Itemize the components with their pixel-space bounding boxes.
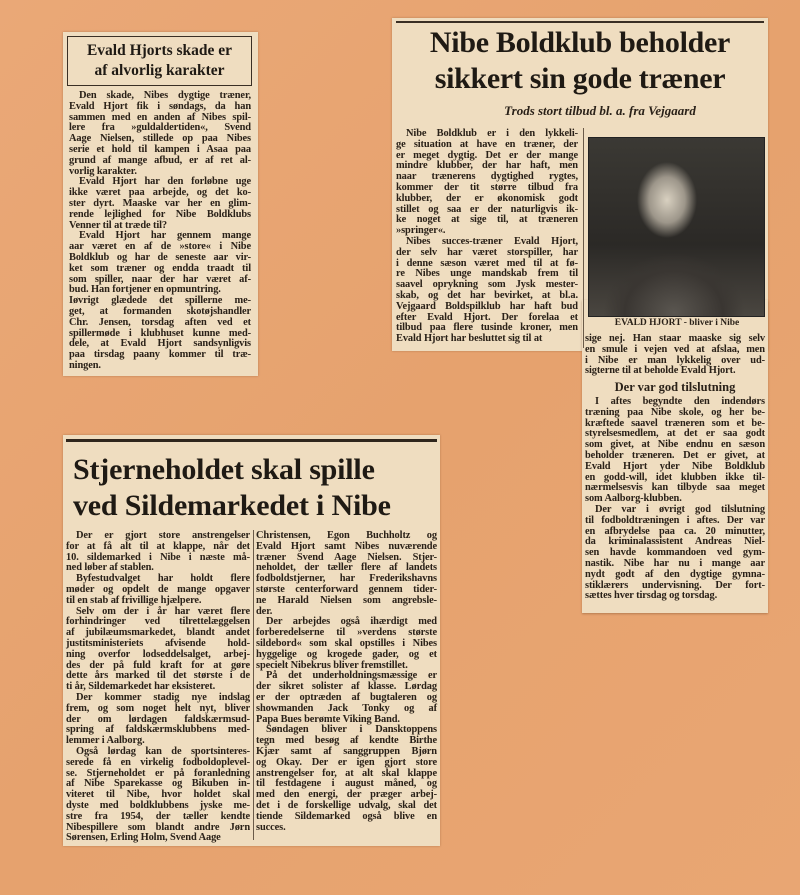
- paragraph: [256, 725, 437, 833]
- text-line: naar trænerens dygtighed rygtes,: [396, 171, 578, 183]
- text-line: Iøvrigt glædede det spillerne me-: [69, 295, 251, 307]
- paragraph: [69, 231, 251, 296]
- text-line: er der optræden af bugtaleren og: [256, 691, 437, 703]
- text-line: Evald Hjort har gennem mange: [79, 230, 251, 242]
- section-heading: Der var god tilslutning: [614, 380, 736, 394]
- text-line: en godd-will, idet klubben ikke til-: [585, 471, 765, 483]
- text-line: »springer«.: [396, 225, 446, 237]
- text-line: med den energi, der præger arbej-: [256, 789, 437, 801]
- text-line: neholdet, der tæller flere af landets: [256, 562, 437, 574]
- text-line: ningen.: [69, 359, 101, 371]
- text-line: Den skade, Nibes dygtige træner,: [79, 90, 251, 101]
- text-line: Nibespillere som blandt andre Jørn: [66, 821, 250, 833]
- text-line: der sikret solister af klasse. Lørdag: [256, 681, 437, 693]
- text-line: grund af mange afbud, er af ret al-: [69, 154, 251, 166]
- text-line: tiende Sildemarked også blive en: [256, 810, 437, 822]
- paragraph: [66, 693, 250, 747]
- text-line: stillet og saa er der naturligvis ik-: [396, 203, 578, 215]
- text-line: succes.: [256, 821, 286, 833]
- article-body-left: [66, 531, 250, 844]
- headline-line: sikkert sin gode træner: [434, 62, 726, 95]
- text-line: ned løber af stablen.: [66, 562, 154, 574]
- text-line: Kjær samt af sanggruppen Bjørn: [256, 745, 437, 757]
- paragraph: [585, 397, 765, 505]
- text-line: Der arbejdes også ihærdigt med: [266, 616, 437, 628]
- headline-box: [67, 36, 252, 86]
- text-line: I aftes begyndte den indendørs: [595, 396, 765, 407]
- paragraph: [585, 334, 765, 377]
- text-line: sen havde kommandoen ved gym-: [585, 547, 765, 559]
- text-line: i Nibe er man lykkelig over ud-: [585, 354, 765, 366]
- text-line: for at få alt til at klappe, når det: [66, 540, 250, 552]
- text-line: ge situation at have en træner, der: [396, 138, 578, 150]
- subheadline: Trods stort tilbud bl. a. fra Vejgaard: [504, 103, 696, 118]
- text-line: stiklærers undervisning. Der fort-: [585, 579, 765, 591]
- headline-line: Evald Hjorts skade er: [86, 42, 233, 59]
- text-line: sigterne til at beholde Evald Hjort.: [585, 365, 736, 377]
- text-line: da kriminalassistent Andreas Niel-: [585, 536, 765, 548]
- paragraph: [66, 531, 250, 574]
- column-rule: [253, 530, 254, 840]
- text-line: til fodboldtræningen i aftes. Der var: [585, 514, 765, 526]
- paragraph: [69, 296, 251, 372]
- paragraph: [66, 747, 250, 844]
- text-line: serie et hold til kampen i Asaa paa: [69, 143, 251, 155]
- text-line: re Nibes unge mandskab frem til: [396, 268, 578, 280]
- text-line: efter Evald Hjort. Der forelaa et: [396, 311, 578, 323]
- text-line: kommer der tit større tilbud fra: [396, 181, 578, 193]
- text-line: Evald Hjort samt Nibes nuværende: [256, 540, 437, 552]
- text-line: specielt Nibekrus bliver fremstillet.: [256, 659, 408, 671]
- text-line: bud. Han fortjener en opmuntring.: [69, 284, 221, 296]
- paragraph: [585, 505, 765, 602]
- text-line: aar været en af de »store« i Nibe: [69, 241, 251, 253]
- text-line: nydt godt af den dygtige gymna-: [585, 568, 765, 580]
- text-line: af Nibe Sparekasse og Bikuben in-: [66, 778, 250, 790]
- photo-caption: EVALD HJORT - bliver i Nibe: [614, 318, 740, 328]
- text-line: Evald Hjort har besluttet sig til at: [396, 333, 543, 345]
- text-line: Nibes succes-træner Evald Hjort,: [406, 235, 578, 247]
- text-line: til en stab af frivillige hjælpere.: [66, 594, 202, 606]
- text-line: ti år, Sildemarkedet har eksisteret.: [66, 681, 216, 693]
- article-body: [69, 91, 251, 372]
- text-line: frem, og som noget helt nyt, bliver: [66, 702, 250, 714]
- paragraph: [396, 237, 578, 345]
- text-line: Byfestudvalget har holdt flere: [76, 573, 250, 585]
- text-line: spring af faldskærmsklubbens med-: [66, 724, 250, 736]
- text-line: justitsministeriets afvisende hold-: [66, 637, 250, 649]
- text-line: dette års marked til det største i de: [66, 670, 250, 682]
- text-line: vorlig karakter.: [69, 165, 137, 177]
- text-line: Evald Hjort fik i søndags, da han: [69, 100, 251, 112]
- text-line: en afbrydelse paa ca. 20 minutter,: [585, 525, 765, 537]
- text-line: tilbud paa flere tusinde kroner, men: [396, 322, 578, 334]
- text-line: Vejgaard Boldspilklub har haft bud: [396, 300, 578, 312]
- text-line: og Okay. Der er igen gjort store: [256, 756, 437, 768]
- paragraph: [66, 574, 250, 606]
- text-line: paa tirsdag paany kommer til træ-: [69, 349, 251, 361]
- text-line: ikke været paa arbejde, og det ko-: [69, 187, 251, 199]
- text-line: forhindringer ved tilrettelæggelsen: [66, 616, 250, 628]
- text-line: sildebord« som skal opstilles i Nibes: [256, 637, 437, 649]
- text-line: sættes hver tirsdag og torsdag.: [585, 590, 718, 602]
- text-line: tegn med besøg af kendte Birthe: [256, 735, 437, 747]
- text-line: Selv om der i år har været flere: [76, 605, 250, 617]
- text-line: der.: [256, 605, 273, 617]
- text-line: Papa Bues berømte Viking Band.: [256, 713, 400, 725]
- article-header: [392, 18, 768, 119]
- text-line: Der er gjort store anstrengelser: [76, 530, 250, 541]
- article-body-right: [585, 334, 765, 377]
- text-line: møder og opdelt de mange opgaver: [66, 583, 250, 595]
- text-line: træning paa Nibe skole, og her be-: [585, 406, 765, 418]
- headline-line: af alvorlig karakter: [94, 62, 225, 79]
- text-line: som givet, at Nibe endnu en sæson: [585, 439, 765, 451]
- text-line: Der var i øvrigt god tilslutning: [595, 503, 765, 515]
- photo-evald-hjort: [588, 137, 765, 317]
- headline-line: Stjerneholdet skal spille: [73, 453, 375, 486]
- paragraph: [256, 671, 437, 725]
- text-line: beholder træneren. Det er givet, at: [585, 449, 765, 461]
- text-line: er meget dygtig. Det er der mange: [396, 149, 578, 161]
- text-line: kræftede saavel træneren som et be-: [585, 417, 765, 429]
- text-line: der selv har været storspiller, har: [396, 246, 578, 258]
- text-line: 10. sildemarked i Nibe i næste må-: [66, 551, 250, 563]
- article-body-right: [256, 531, 437, 833]
- clipping-evald-hjort-injury: [63, 32, 258, 376]
- text-line: Evald Hjort yder Nibe Boldklub: [585, 460, 765, 472]
- text-line: Også lørdag kan de sportsinteres-: [76, 745, 250, 757]
- text-line: ne Harald Nielsen som angrebsle-: [256, 594, 437, 606]
- text-line: get, at formanden skotøjshandler: [69, 305, 251, 317]
- top-rule: [396, 21, 764, 23]
- text-line: Der kommer stadig nye indslag: [76, 691, 250, 703]
- top-rule: [66, 439, 437, 442]
- text-line: forberedelserne til »verdens største: [256, 627, 437, 639]
- text-line: ke noget at sige til, at træneren: [396, 214, 578, 226]
- text-line: sammen med en anden af Nibes spil-: [69, 111, 251, 123]
- text-line: Chr. Jensen, torsdag aften ved et: [69, 316, 251, 328]
- text-line: styrelsesmedlem, at det er saa godt: [585, 428, 765, 440]
- column-rule: [583, 128, 584, 348]
- text-line: af jubilæumsmarkedet, blandt andet: [66, 627, 250, 639]
- text-line: rende lejlighed for Nibe Boldklubs: [69, 208, 251, 220]
- text-line: der om lørdagen faldskærmsud-: [66, 713, 250, 725]
- headline-line: ved Sildemarkedet i Nibe: [73, 489, 391, 522]
- text-line: showmanden Jack Tonky og af: [256, 702, 437, 714]
- text-line: som spiller, naar der har været af-: [69, 273, 251, 285]
- text-line: i denne sæson været med til at fø-: [396, 257, 578, 269]
- headline-line: Nibe Boldklub beholder: [429, 26, 731, 59]
- text-line: Christensen, Egon Buchholtz og: [256, 530, 437, 541]
- article-body-left: [396, 129, 578, 345]
- text-line: største centerforward gennem tider-: [256, 583, 437, 595]
- paragraph: [256, 531, 437, 617]
- text-line: På det underholdningsmæssige er: [266, 670, 437, 682]
- paragraph: [396, 129, 578, 237]
- text-line: til festdagene i august måned, og: [256, 778, 437, 790]
- text-line: skab, og det har bevirket, at bl.a.: [396, 289, 578, 301]
- text-line: træner Svend Aage Nielsen. Stjer-: [256, 551, 437, 563]
- text-line: dele, at Evald Hjort sandsynligvis: [69, 338, 251, 350]
- paragraph: [256, 617, 437, 671]
- text-line: ster dyrt. Maaske var her en glim-: [69, 197, 251, 209]
- paragraph: [69, 91, 251, 177]
- text-line: se. Stjerneholdet er på foranledning: [66, 767, 250, 779]
- text-line: fodboldstjerner, har Frederikshavns: [256, 573, 437, 585]
- text-line: dyste med boldklubbens jyske me-: [66, 799, 250, 811]
- text-line: nastik. Nibe har nu i mange aar: [585, 557, 765, 569]
- text-line: anstrengelser for, at alt skal klappe: [256, 767, 437, 779]
- text-line: viteret til Nibe, hvor holdet skal: [66, 789, 250, 801]
- text-line: saavel oprykning som Jysk mester-: [396, 279, 578, 291]
- text-line: serede få en virkelig fodboldoplevel-: [66, 756, 250, 768]
- text-line: det i de forskellige udvalg, skal det: [256, 799, 437, 811]
- text-line: Aage Nielsen, stillede op paa Nibes: [69, 133, 251, 145]
- text-line: sige nej. Han staar maaske sig selv: [585, 333, 765, 344]
- text-line: Sørensen, Erling Holm, Svend Aage: [66, 832, 221, 844]
- text-line: Evald Hjort har den forløbne uge: [79, 176, 251, 188]
- text-line: spillermøde i klubhuset kunne med-: [69, 327, 251, 339]
- text-line: en smule i vejen ved at afslaa, men: [585, 343, 765, 355]
- paragraph: [69, 177, 251, 231]
- text-line: Venner til at træde til?: [69, 219, 168, 231]
- text-line: hyggelige og krogede gader, og et: [256, 648, 437, 660]
- text-line: ket som træner og endda traadt til: [69, 262, 251, 274]
- text-line: klubber, der er økonomisk godt: [396, 192, 578, 204]
- text-line: lere fra »guldaldertiden«, Svend: [69, 122, 251, 134]
- article-body-right-continued: [585, 397, 765, 602]
- text-line: Boldklub og har de seneste aar vir-: [69, 251, 251, 263]
- text-line: stre fra 1954, der tæller kendte: [66, 810, 250, 822]
- text-line: des der på fuld kraft for at gøre: [66, 659, 250, 671]
- text-line: mindre klubber, der har haft, men: [396, 160, 578, 172]
- text-line: Søndagen bliver i Dansktoppens: [266, 724, 437, 736]
- paragraph: [66, 607, 250, 693]
- text-line: lemmer i Aalborg.: [66, 735, 145, 747]
- text-line: nærmelsesvis kan tilbyde saa meget: [585, 482, 765, 494]
- text-line: Nibe Boldklub er i den lykkeli-: [406, 128, 578, 139]
- text-line: som Aalborg-klubben.: [585, 493, 682, 505]
- text-line: ning overfor lodseddelsalget, arbej-: [66, 648, 250, 660]
